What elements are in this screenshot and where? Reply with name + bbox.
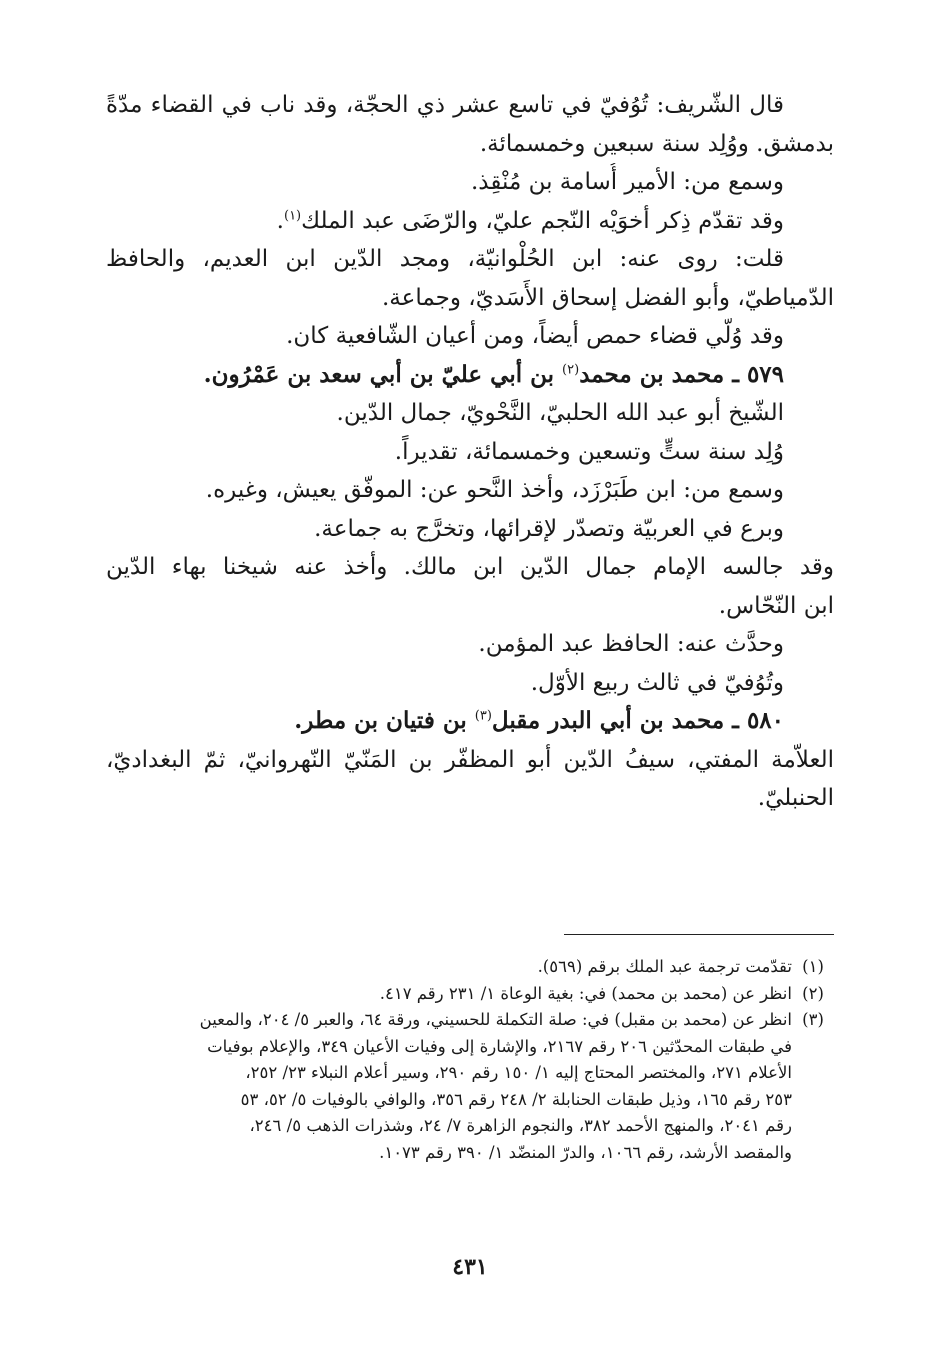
text-line: وسمع من: ابن طَبَرْزَد، وأخذ النَّحو عن: الموفّق يعيش، وغيره. bbox=[205, 477, 784, 503]
footnote-number: (٣) bbox=[802, 1010, 824, 1029]
text-line: وبرع في العربيّة وتصدّر لإقرائها، وتخرَّج به جماعة. bbox=[314, 515, 784, 542]
footnote-line: رقم ٢٠٤١، والمنهج الأحمد ٣٨٢، والنجوم الزاهرة ٧/ ٢٤، وشذرات الذهب ٥/ ٢٤٦، bbox=[249, 1116, 792, 1135]
entry-name: ٥٧٩ ـ محمد بن محمد bbox=[579, 360, 784, 388]
footnote-line: والمقصد الأرشد، رقم ١٠٦٦، والدرّ المنضّد ١/ ٣٩٠ رقم ١٠٧٣. bbox=[379, 1142, 792, 1162]
text-line: وقد وُلّي قضاء حمص أيضاً، ومن أعيان الشّافعية كان. bbox=[286, 323, 784, 349]
footnote-ref: (١) bbox=[283, 207, 302, 223]
text-line: الشّيخ أبو عبد الله الحلبيّ، النَّحْويّ، جمال الدّين. bbox=[336, 400, 784, 426]
text-segment: وقد تقدّم ذِكر أخوَيْه النّجم عليّ، والرّضَى عبد الملك bbox=[301, 207, 784, 234]
entry-heading-579 bbox=[106, 356, 834, 395]
footnote-number: (١) bbox=[802, 957, 824, 976]
text-line: وسمع من: الأمير أُسامة بن مُنْقِذ. bbox=[470, 169, 784, 195]
text-line: العلاّمة المفتي، سيفُ الدّين أبو المظفّر بن المَنّيّ النّهروانيّ، ثمّ البغداديّ، bbox=[106, 746, 834, 773]
text-line: قلت: روى عنه: ابن الحُلْوانيّة، ومجد الدّين ابن العديم، والحافظ bbox=[106, 246, 784, 272]
footnotes bbox=[106, 954, 834, 1166]
text-line: وحدَّث عنه: الحافظ عبد المؤمن. bbox=[478, 631, 784, 657]
main-text bbox=[106, 86, 834, 818]
footnote-separator bbox=[564, 934, 834, 935]
footnote-line: تقدّمت ترجمة عبد الملك برقم (٥٦٩). bbox=[537, 957, 792, 976]
text-line bbox=[106, 202, 834, 241]
footnote-line: في طبقات المحدّثين ٢٠٦ رقم ٢١٦٧، والإشارة إلى وفيات الأعيان ٣٤٩، والإعلام بوفيات bbox=[207, 1036, 792, 1056]
footnote-body bbox=[106, 954, 792, 981]
footnote-body bbox=[106, 1007, 792, 1166]
text-line: الحنبليّ. bbox=[757, 785, 834, 811]
footnote-line: الأعلام ٢٧١، والمختصر المحتاج إليه ١/ ١٥٠ رقم ٢٩٠، وسير أعلام النبلاء ٢٣/ ٢٥٢، bbox=[245, 1063, 792, 1082]
text-line: الدّمياطيّ، وأبو الفضل إسحاق الأَسَديّ، وجماعة. bbox=[381, 284, 834, 311]
entry-name-rest: بن فتيان بن مطر. bbox=[294, 707, 475, 734]
footnote-body bbox=[106, 981, 792, 1008]
footnote bbox=[106, 954, 834, 981]
footnote-line: انظر عن (محمد بن محمد) في: بغية الوعاة ١/ ٢٣١ رقم ٤١٧. bbox=[379, 983, 792, 1003]
footnote-line: ٢٥٣ رقم ١٦٥، وذيل طبقات الحنابلة ٢/ ٢٤٨ رقم ٣٥٦، والوافي بالوفيات ٥/ ٥٢، ٥٣ bbox=[240, 1089, 792, 1109]
entry-name: ٥٨٠ ـ محمد بن أبي البدر مقبل bbox=[491, 707, 784, 734]
footnote-ref: (٣) bbox=[474, 708, 492, 724]
text-line: بدمشق. ووُلِد سنة سبعين وخمسمائة. bbox=[479, 130, 834, 157]
footnote-ref: (٢) bbox=[562, 361, 580, 377]
text-segment: . bbox=[276, 207, 284, 234]
text-line: وتُوُفيّ في ثالث ربيع الأوّل. bbox=[530, 669, 784, 696]
footnote-number: (٢) bbox=[802, 983, 824, 1003]
footnote bbox=[106, 981, 834, 1008]
text-line: قال الشّريف: تُوُفيّ في تاسع عشر ذي الحجّة، وقد ناب في القضاء مدّةً bbox=[106, 92, 784, 118]
entry-name-rest: بن أبي عليّ بن أبي سعد بن عَمْرُون. bbox=[203, 360, 563, 388]
footnote bbox=[106, 1007, 834, 1166]
text-line: وُلِد سنة ستٍّ وتسعين وخمسمائة، تقديراً. bbox=[394, 438, 784, 465]
text-line: وقد جالسه الإمام جمال الدّين ابن مالك. وأخذ عنه شيخنا بهاء الدّين bbox=[106, 554, 834, 580]
entry-heading-580 bbox=[106, 702, 834, 741]
book-page bbox=[106, 86, 834, 1316]
footnote-line: انظر عن (محمد بن مقبل) في: صلة التكملة للحسيني، ورقة ٦٤، والعبر ٥/ ٢٠٤، والمعين bbox=[199, 1010, 792, 1029]
page-number: ٤٣١ bbox=[452, 1254, 488, 1280]
text-line: ابن النّحّاس. bbox=[718, 592, 834, 619]
